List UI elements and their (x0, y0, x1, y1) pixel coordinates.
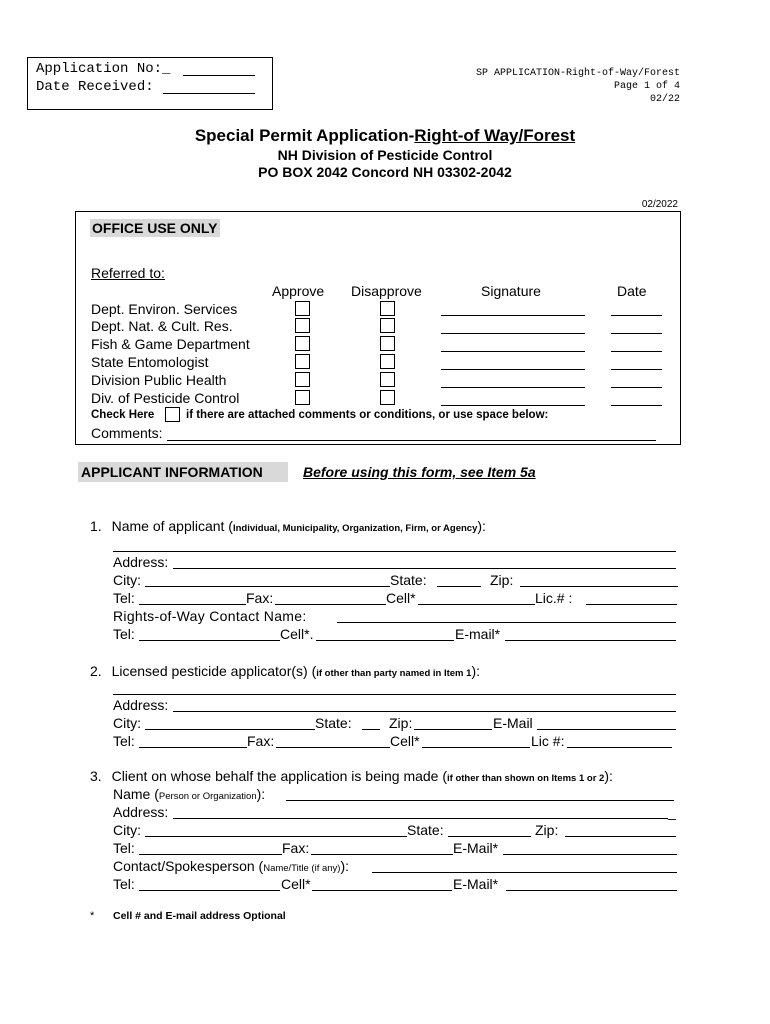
item2-lic-label: Lic #: (531, 733, 565, 749)
date-received-label: Date Received: (36, 79, 154, 95)
item3-number: 3. (90, 768, 102, 784)
item3-sub: if other than shown on Items 1 or 2 (447, 773, 605, 784)
item1-city-label: City: (113, 572, 141, 588)
page-title (0, 126, 770, 146)
item2-email-label: E-Mail (493, 715, 533, 731)
item3-address-tail: _ (668, 804, 676, 820)
item1-fax-label: Fax: (246, 590, 274, 606)
item3-contact-field[interactable] (372, 872, 677, 873)
item1-email-field[interactable] (505, 640, 676, 641)
item1-tel2-label: Tel: (113, 626, 135, 642)
item2-cell-field[interactable] (422, 747, 530, 748)
office-row-label: Division Public Health (91, 372, 227, 388)
item3-contact-label: Contact/Spokesperson ( (113, 858, 264, 874)
item2-lic-field[interactable] (567, 747, 672, 748)
item1-number: 1. (90, 518, 102, 534)
item3-fax-field[interactable] (311, 854, 453, 855)
item3-name-sub: Person or Organization (158, 791, 257, 802)
item1-cell-field[interactable] (418, 604, 535, 605)
item1-city-field[interactable] (145, 586, 390, 587)
disapprove-checkbox[interactable] (380, 301, 395, 316)
item1-close: ): (477, 518, 486, 534)
item3-email2-label: E-Mail* (453, 876, 499, 892)
item3-city-field[interactable] (145, 836, 407, 837)
item2-name-field[interactable] (113, 694, 676, 695)
item3-address-label: Address: (113, 804, 169, 820)
title-underlined: Right-of Way/Forest (414, 126, 576, 145)
item3-contact-close: ): (340, 858, 350, 874)
item1-cell2-label: Cell*. (280, 626, 314, 642)
item1-contact-field[interactable] (337, 622, 676, 623)
item2-zip-label: Zip: (389, 715, 413, 731)
item1-address-label: Address: (113, 554, 169, 570)
item1-lic-field[interactable] (586, 604, 677, 605)
application-no-label: Application No:_ (36, 61, 171, 77)
item2-state-label: State: (315, 715, 352, 731)
date-line[interactable] (611, 333, 662, 334)
col-signature: Signature (481, 283, 541, 299)
item3-close: ): (604, 768, 613, 784)
item1-state-label: State: (390, 572, 427, 588)
item1-zip-label: Zip: (490, 572, 514, 588)
date-line[interactable] (611, 405, 662, 406)
signature-line[interactable] (441, 405, 585, 406)
item3-zip-field[interactable] (565, 836, 676, 837)
comments-label: Comments: (91, 425, 163, 441)
item2-tel-label: Tel: (113, 733, 135, 749)
col-date: Date (617, 283, 647, 299)
disapprove-checkbox[interactable] (380, 336, 395, 351)
item1-label: Name of applicant ( (111, 518, 233, 534)
item2-title (90, 663, 480, 679)
item1-state-field[interactable] (437, 586, 481, 587)
disapprove-checkbox[interactable] (380, 372, 395, 387)
signature-line[interactable] (441, 387, 585, 388)
disapprove-checkbox[interactable] (380, 354, 395, 369)
date-line[interactable] (611, 369, 662, 370)
check-here-suffix: if there are attached comments or conditions, or use space below: (186, 409, 549, 421)
item3-name-row (113, 786, 265, 802)
referred-to-label: Referred to: (91, 265, 165, 281)
item2-sub: if other than party named in Item 1 (316, 668, 472, 679)
applicant-heading: APPLICANT INFORMATION (81, 464, 263, 480)
item1-name-field[interactable] (113, 551, 676, 552)
page-number: Page 1 of 4 (613, 81, 680, 92)
item1-zip-field[interactable] (520, 586, 678, 587)
footnote-mark: * (90, 910, 95, 922)
item1-contact-label: Rights-of-Way Contact Name: (113, 608, 307, 624)
item2-fax-label: Fax: (247, 733, 275, 749)
item3-cell2-field[interactable] (312, 890, 452, 891)
item3-name-field[interactable] (286, 800, 674, 801)
approve-checkbox[interactable] (295, 336, 310, 351)
comments-field[interactable] (167, 440, 656, 441)
disapprove-checkbox[interactable] (380, 318, 395, 333)
item3-email2-field[interactable] (506, 890, 677, 891)
approve-checkbox[interactable] (295, 301, 310, 316)
signature-line[interactable] (441, 351, 585, 352)
footnote-text: Cell # and E-mail address Optional (113, 910, 286, 922)
item2-email-field[interactable] (537, 729, 676, 730)
item3-cell2-label: Cell* (281, 876, 311, 892)
item2-tel-field[interactable] (139, 747, 247, 748)
signature-line[interactable] (441, 333, 585, 334)
item3-email-field[interactable] (503, 854, 677, 855)
item3-tel2-field[interactable] (139, 890, 280, 891)
division-address: PO BOX 2042 Concord NH 03302-2042 (258, 164, 512, 180)
revision-date: 02/22 (649, 94, 680, 105)
item2-fax-field[interactable] (276, 747, 390, 748)
item3-tel-field[interactable] (139, 854, 282, 855)
col-approve: Approve (272, 283, 325, 299)
disapprove-checkbox[interactable] (380, 390, 395, 405)
item1-tel-label: Tel: (113, 590, 135, 606)
item2-zip-field[interactable] (414, 729, 492, 730)
item1-fax-field[interactable] (275, 604, 386, 605)
office-row-label: Div. of Pesticide Control (91, 390, 240, 406)
item1-tel2-field[interactable] (139, 640, 280, 641)
form-date: 02/2022 (641, 199, 678, 210)
office-row-label: Dept. Nat. & Cult. Res. (91, 318, 233, 334)
item1-sub: Individual, Municipality, Organization, Firm, or Agency (232, 523, 478, 534)
date-line[interactable] (611, 351, 662, 352)
item2-address-field[interactable] (173, 711, 676, 712)
form-code: SP APPLICATION-Right-of-Way/Forest (475, 68, 680, 79)
attached-comments-checkbox[interactable] (165, 407, 180, 422)
application-no-field[interactable] (183, 75, 255, 76)
col-disapprove: Disapprove (351, 283, 422, 299)
check-here-label: Check Here (91, 409, 155, 421)
item3-label: Client on whose behalf the application is being made ( (111, 768, 448, 784)
date-received-field[interactable] (163, 93, 255, 94)
item3-contact-row (113, 858, 349, 874)
item3-city-label: City: (113, 822, 141, 838)
division-name: NH Division of Pesticide Control (277, 147, 493, 163)
title-prefix: Special Permit Application- (194, 126, 415, 145)
item3-name-close: ): (256, 786, 266, 802)
date-line[interactable] (611, 315, 662, 316)
item2-close: ): (471, 663, 480, 679)
approve-checkbox[interactable] (295, 318, 310, 333)
approve-checkbox[interactable] (295, 354, 310, 369)
office-row-label: State Entomologist (91, 354, 209, 370)
item2-city-label: City: (113, 715, 141, 731)
item3-title (90, 768, 613, 784)
item1-address-field[interactable] (173, 568, 676, 569)
office-use-heading: OFFICE USE ONLY (92, 220, 218, 236)
item1-cell2-field[interactable] (316, 640, 454, 641)
item2-state-field[interactable] (362, 729, 380, 730)
signature-line[interactable] (441, 369, 585, 370)
item3-fax-label: Fax: (282, 840, 310, 856)
item3-contact-sub: Name/Title (if any) (263, 863, 341, 874)
item3-name-label: Name ( (113, 786, 159, 802)
item1-title (90, 518, 486, 534)
item3-state-field[interactable] (448, 836, 531, 837)
item1-lic-label: Lic.# : (535, 590, 573, 606)
item3-zip-label: Zip: (535, 822, 559, 838)
item3-tel2-label: Tel: (113, 876, 135, 892)
approve-checkbox[interactable] (295, 372, 310, 387)
date-line[interactable] (611, 387, 662, 388)
item3-address-field[interactable] (173, 818, 668, 819)
item1-cell-label: Cell* (386, 590, 416, 606)
item1-tel-field[interactable] (139, 604, 246, 605)
item2-address-label: Address: (113, 697, 169, 713)
item2-number: 2. (90, 663, 102, 679)
signature-line[interactable] (441, 315, 585, 316)
item2-label: Licensed pesticide applicator(s) ( (111, 663, 317, 679)
applicant-note: Before using this form, see Item 5a (303, 464, 536, 480)
office-row-label: Fish & Game Department (91, 336, 250, 352)
item2-city-field[interactable] (145, 729, 315, 730)
item3-email-label: E-Mail* (453, 840, 499, 856)
item3-tel-label: Tel: (113, 840, 135, 856)
item2-cell-label: Cell* (390, 733, 420, 749)
item3-state-label: State: (407, 822, 444, 838)
approve-checkbox[interactable] (295, 390, 310, 405)
office-row-label: Dept. Environ. Services (91, 301, 238, 317)
item1-email-label: E-mail* (455, 626, 501, 642)
